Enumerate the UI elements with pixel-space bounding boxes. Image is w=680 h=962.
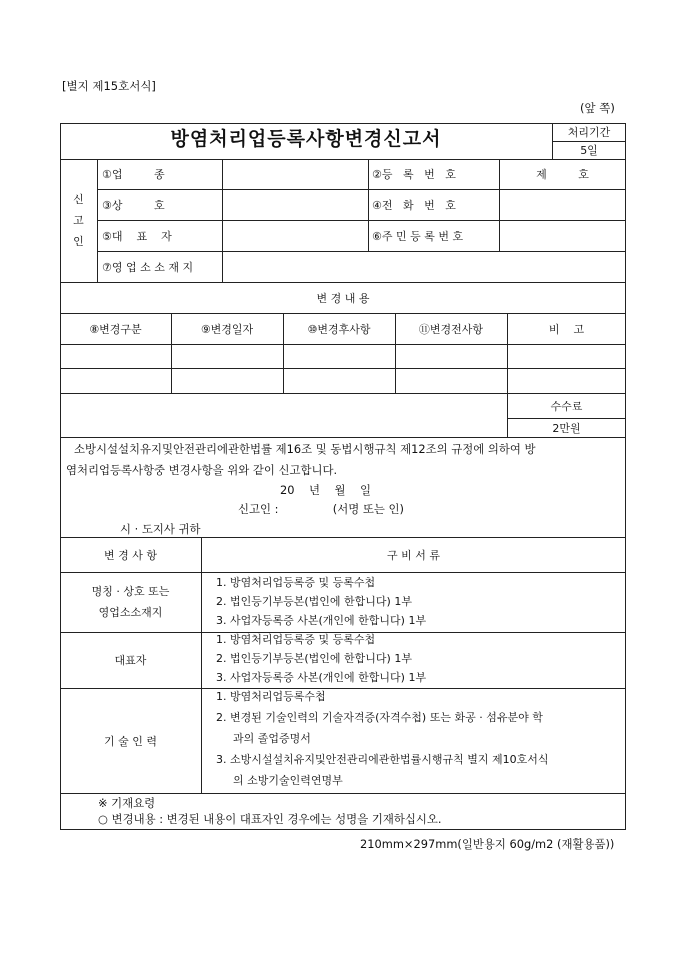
page-side-label: (앞 쪽) xyxy=(580,101,615,115)
change-row-2[interactable] xyxy=(61,369,625,392)
document-title: 방염처리업등록사항변경신고서 xyxy=(170,128,442,150)
doc-row-1-item-3: 3. 사업자등록증 사본(개인에 한합니다) 1부 xyxy=(216,614,427,627)
col-remarks xyxy=(507,313,626,344)
col-after-change: ⑩변경후사항 xyxy=(307,322,371,336)
registration-number-label-text: ②등 록 번 호 xyxy=(372,168,456,181)
declaration-date-text: 20 년 월 일 xyxy=(280,483,371,497)
address-input[interactable] xyxy=(223,252,625,281)
doc-row-1-category-line-1: 명칭 · 상호 또는 xyxy=(91,585,170,598)
registration-number-label xyxy=(372,159,498,189)
doc-row-1-item-2: 2. 법인등기부등본(법인에 한합니다) 1부 xyxy=(216,595,412,608)
processing-period-label: 처리기간 xyxy=(567,126,611,139)
declaration-line-2: 염처리업등록사항중 변경사항을 위와 같이 신고합니다. xyxy=(66,463,338,477)
rrn-label xyxy=(372,220,498,251)
declaration-recipient: 시 · 도지사 귀하 xyxy=(120,522,201,536)
docs-col-category: 변 경 사 항 xyxy=(104,548,157,562)
phone-label xyxy=(372,189,498,220)
doc-row-3-item-1: 1. 방염처리업등록수첩 xyxy=(216,690,326,703)
change-section-title: 변 경 내 용 xyxy=(316,291,370,305)
declaration-signer-text: 신고인 : (서명 또는 인) xyxy=(238,502,404,516)
processing-period-value: 5일 xyxy=(580,144,598,157)
industry-label xyxy=(102,159,220,189)
representative-label xyxy=(102,220,220,251)
address-label xyxy=(102,251,220,282)
doc-row-3-items xyxy=(216,686,549,791)
rrn-label-text: ⑥주 민 등 록 번 호 xyxy=(372,229,464,243)
doc-row-2-category xyxy=(60,632,201,688)
trade-name-input[interactable] xyxy=(223,190,367,219)
representative-label-text: ⑤대 표 자 xyxy=(102,229,172,243)
declaration-date xyxy=(280,482,371,498)
representative-input[interactable] xyxy=(223,221,367,250)
doc-row-3-item-2-cont: 과의 졸업증명서 xyxy=(233,732,311,745)
industry-input[interactable] xyxy=(223,160,367,188)
doc-row-1-category-line-2: 영업소소재지 xyxy=(98,606,163,619)
change-row-1[interactable] xyxy=(61,345,625,367)
fee-value: 2만원 xyxy=(552,421,581,435)
trade-name-label xyxy=(102,189,220,220)
trade-name-label-text: ③상 호 xyxy=(102,198,165,212)
industry-label-text: ①업 종 xyxy=(102,168,165,181)
registration-number-value: 제 호 xyxy=(536,168,589,181)
form-number-label: [별지 제15호서식] xyxy=(62,79,156,93)
declaration-line-1: 소방시설설치유지및안전관리에관한법률 제16조 및 동법시행규칙 제12조의 규정에 의하여 방 xyxy=(74,442,536,456)
doc-row-3-category xyxy=(60,688,201,793)
col-before-change: ⑪변경전사항 xyxy=(418,322,484,336)
reporter-label-text: 신 고 인 xyxy=(73,193,84,248)
address-label-text: ⑦영 업 소 소 재 지 xyxy=(102,260,194,274)
reporter-label xyxy=(60,159,97,282)
doc-row-3-item-3-cont: 의 소방기술인력연명부 xyxy=(233,774,343,787)
doc-row-2-item-2: 2. 법인등기부등본(법인에 한합니다) 1부 xyxy=(216,652,412,665)
doc-row-3-category-text: 기 술 인 력 xyxy=(104,734,157,748)
registration-number-input[interactable] xyxy=(500,160,625,188)
fee-label: 수수료 xyxy=(550,400,583,413)
doc-row-1-item-1: 1. 방염처리업등록증 및 등록수첩 xyxy=(216,576,376,589)
notes-title: ※ 기재요령 xyxy=(98,796,156,810)
col-change-date: ⑨변경일자 xyxy=(200,322,254,336)
doc-row-3-item-3: 3. 소방시설설치유지및안전관리에관한법률시행규칙 별지 제10호서식 xyxy=(216,753,549,766)
notes-item: ○ 변경내용 : 변경된 내용이 대표자인 경우에는 성명을 기재하십시오. xyxy=(98,812,442,826)
col-change-type: ⑧변경구분 xyxy=(89,322,142,336)
doc-row-2-items xyxy=(216,630,426,687)
doc-row-1-items xyxy=(216,573,426,630)
col-remarks-text: 비 고 xyxy=(548,322,585,336)
rrn-input[interactable] xyxy=(500,221,625,250)
doc-row-3-item-2: 2. 변경된 기술인력의 기술자격증(자격수첩) 또는 화공 · 섬유분야 학 xyxy=(216,711,543,724)
docs-col-required: 구 비 서 류 xyxy=(387,548,440,562)
paper-spec: 210mm×297mm(일반용지 60g/m2 (재활용품)) xyxy=(360,837,615,851)
doc-row-1-category xyxy=(60,572,201,632)
doc-row-2-item-3: 3. 사업자등록증 사본(개인에 한합니다) 1부 xyxy=(216,671,427,684)
declaration-signer xyxy=(238,501,404,517)
phone-label-text: ④전 화 번 호 xyxy=(372,198,456,212)
phone-input[interactable] xyxy=(500,190,625,219)
doc-row-2-category-text: 대표자 xyxy=(114,654,147,667)
doc-row-2-item-1: 1. 방염처리업등록증 및 등록수첩 xyxy=(216,633,376,646)
